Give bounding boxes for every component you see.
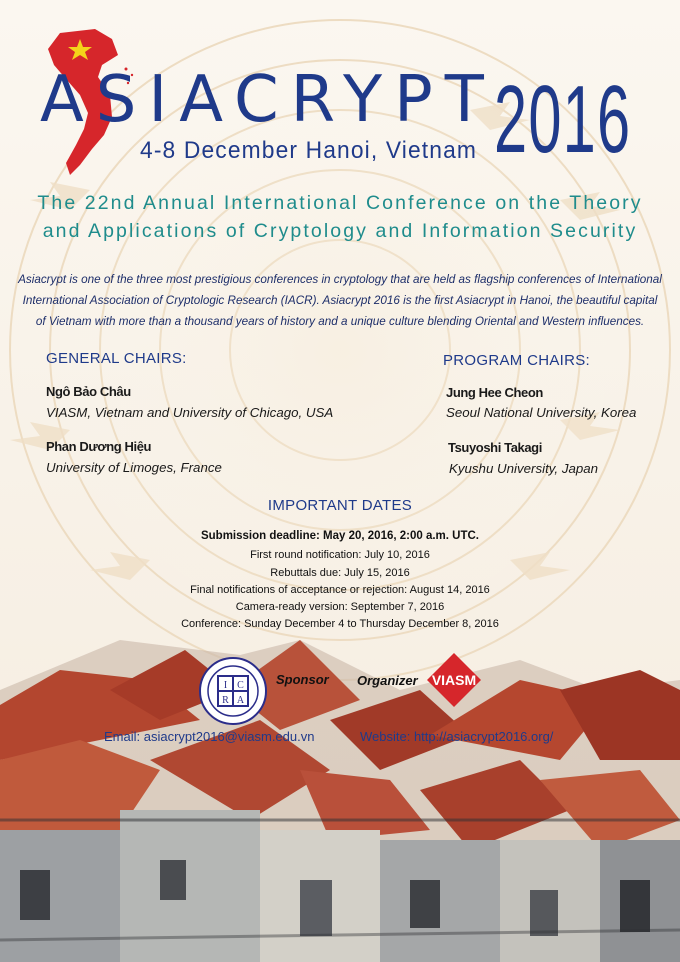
intro-line: of Vietnam with more than a thousand years of history and a unique culture blending Oriental and Western influences. [35,315,645,328]
date-item: Conference: Sunday December 4 to Thursday December 8, 2016 [181,618,499,630]
organizer-label: Organizer [357,673,418,688]
date-item: First round notification: July 10, 2016 [250,549,430,561]
conference-name: ASIACRYPT [40,63,496,137]
date-item: Submission deadline: May 20, 2016, 2:00 a.m. UTC. [200,530,480,542]
viasm-logo-text: VIASM [431,672,477,688]
chair-affiliation: VIASM, Vietnam and University of Chicago, USA [46,405,334,420]
iacr-letter: R [222,695,229,706]
iacr-letter: C [237,680,244,691]
date-item: Rebuttals due: July 15, 2016 [270,567,410,579]
program-chairs-heading: PROGRAM CHAIRS: [443,352,591,369]
iacr-letter: A [236,695,245,706]
chair-name: Jung Hee Cheon [446,385,543,400]
intro-line: International Association of Cryptologic Research (IACR). Asiacrypt 2016 is the first Asiacrypt in Hanoi, the beautiful capital [22,294,658,307]
intro-line: Asiacrypt is one of the three most prestigious conferences in cryptology that are held as flagship conferences of International [18,273,662,286]
date-item: Camera-ready version: September 7, 2016 [235,601,445,613]
iacr-logo [198,656,268,726]
chair-affiliation: Kyushu University, Japan [449,461,599,476]
chair-name: Ngô Bảo Châu [46,384,131,399]
subtitle-line-2: and Applications of Cryptology and Information Security [42,220,638,242]
chair-affiliation: Seoul National University, Korea [446,405,637,420]
rooftop-painting [0,640,680,962]
contact-email-link[interactable]: Email: asiacrypt2016@viasm.edu.vn [104,729,315,744]
chair-affiliation: University of Limoges, France [46,460,222,475]
contact-website-link[interactable]: Website: http://asiacrypt2016.org/ [360,729,554,744]
intro-paragraph [6,269,674,332]
conference-date-place: 4-8 December Hanoi, Vietnam [140,137,478,164]
chair-name: Tsuyoshi Takagi [448,440,542,455]
date-item: Final notifications of acceptance or rejection: August 14, 2016 [190,584,490,596]
chair-name: Phan Dương Hiệu [46,439,152,454]
general-chairs-heading: GENERAL CHAIRS: [46,350,187,367]
iacr-letter: I [223,680,228,691]
subtitle-line-1: The 22nd Annual International Conference on the Theory [37,192,643,214]
important-dates-heading: IMPORTANT DATES [267,497,413,514]
sponsor-label: Sponsor [276,672,329,687]
viasm-logo [426,652,482,708]
conference-year: 2016 [494,66,632,173]
